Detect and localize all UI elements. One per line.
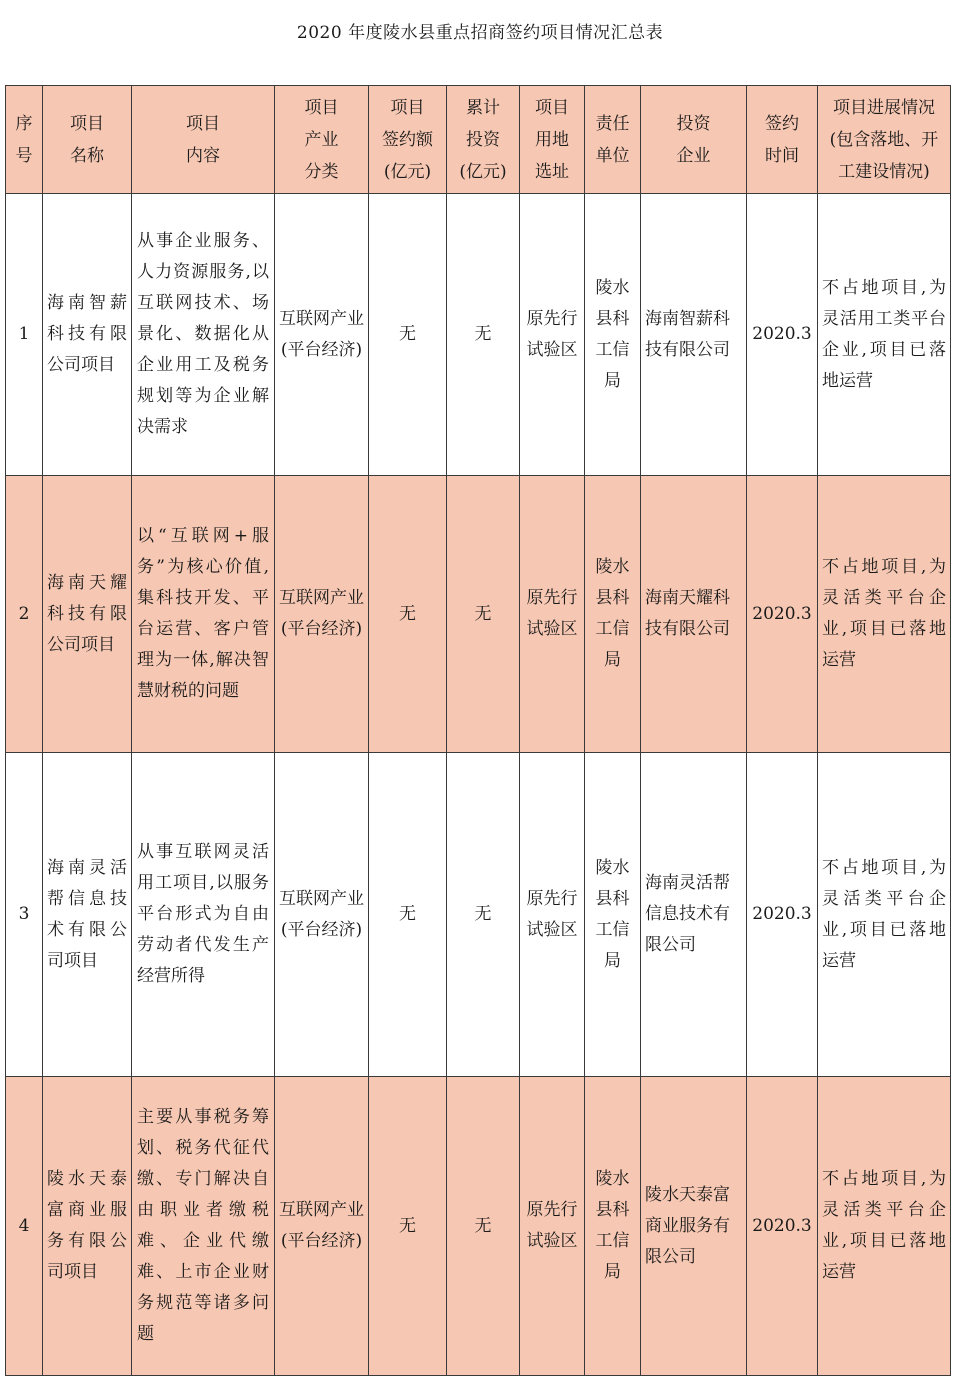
cell-company: 海南灵活帮信息技术有限公司 [641, 753, 747, 1077]
project-table [5, 85, 951, 1376]
table-row [6, 753, 951, 1077]
cell-investment: 无 [447, 194, 520, 476]
cell-content: 从事互联网灵活用工项目,以服务平台形式为自由劳动者代发生产经营所得 [132, 753, 275, 1077]
cell-unit: 陵水县科工信局 [585, 753, 641, 1077]
cell-progress: 不占地项目,为灵活类平台企业,项目已落地运营 [818, 476, 951, 753]
table-row [6, 194, 951, 476]
cell-no: 1 [6, 194, 43, 476]
cell-amount: 无 [369, 1077, 447, 1376]
header-amount: 项目 签约额 (亿元) [369, 86, 447, 194]
cell-date: 2020.3 [747, 753, 818, 1077]
cell-content: 以“互联网+服务”为核心价值,集科技开发、平台运营、客户管理为一体,解决智慧财税的问题 [132, 476, 275, 753]
cell-amount: 无 [369, 194, 447, 476]
cell-name: 海南天耀科技有限公司项目 [43, 476, 132, 753]
cell-progress: 不占地项目,为灵活类平台企业,项目已落地运营 [818, 753, 951, 1077]
header-investment: 累计 投资 (亿元) [447, 86, 520, 194]
cell-amount: 无 [369, 753, 447, 1077]
cell-company: 陵水天泰富商业服务有限公司 [641, 1077, 747, 1376]
cell-name: 海南智薪科技有限公司项目 [43, 194, 132, 476]
header-unit: 责任 单位 [585, 86, 641, 194]
table-row [6, 1077, 951, 1376]
header-date: 签约 时间 [747, 86, 818, 194]
cell-site: 原先行试验区 [520, 194, 585, 476]
cell-site: 原先行试验区 [520, 753, 585, 1077]
cell-name: 海南灵活帮信息技术有限公司项目 [43, 753, 132, 1077]
header-site: 项目 用地 选址 [520, 86, 585, 194]
table-row [6, 476, 951, 753]
header-no: 序 号 [6, 86, 43, 194]
cell-progress: 不占地项目,为灵活类平台企业,项目已落地运营 [818, 1077, 951, 1376]
header-content: 项目 内容 [132, 86, 275, 194]
cell-investment: 无 [447, 753, 520, 1077]
cell-investment: 无 [447, 476, 520, 753]
cell-content: 主要从事税务筹划、税务代征代缴、专门解决自由职业者缴税难、企业代缴难、上市企业财务规范等诸多问题 [132, 1077, 275, 1376]
header-row [6, 86, 951, 194]
cell-site: 原先行试验区 [520, 1077, 585, 1376]
cell-no: 4 [6, 1077, 43, 1376]
cell-company: 海南天耀科技有限公司 [641, 476, 747, 753]
cell-company: 海南智薪科技有限公司 [641, 194, 747, 476]
cell-unit: 陵水县科工信局 [585, 476, 641, 753]
header-name: 项目 名称 [43, 86, 132, 194]
cell-date: 2020.3 [747, 476, 818, 753]
cell-content: 从事企业服务、人力资源服务,以互联网技术、场景化、数据化从企业用工及税务规划等为企业解决需求 [132, 194, 275, 476]
cell-category: 互联网产业(平台经济) [275, 1077, 369, 1376]
cell-amount: 无 [369, 476, 447, 753]
cell-category: 互联网产业(平台经济) [275, 476, 369, 753]
header-category: 项目 产业 分类 [275, 86, 369, 194]
header-company: 投资 企业 [641, 86, 747, 194]
cell-category: 互联网产业(平台经济) [275, 194, 369, 476]
cell-category: 互联网产业(平台经济) [275, 753, 369, 1077]
cell-investment: 无 [447, 1077, 520, 1376]
cell-no: 2 [6, 476, 43, 753]
cell-site: 原先行试验区 [520, 476, 585, 753]
cell-progress: 不占地项目,为灵活用工类平台企业,项目已落地运营 [818, 194, 951, 476]
cell-unit: 陵水县科工信局 [585, 1077, 641, 1376]
cell-unit: 陵水县科工信局 [585, 194, 641, 476]
cell-date: 2020.3 [747, 1077, 818, 1376]
cell-no: 3 [6, 753, 43, 1077]
cell-name: 陵水天泰富商业服务有限公司项目 [43, 1077, 132, 1376]
page-title: 2020 年度陵水县重点招商签约项目情况汇总表 [296, 23, 664, 43]
header-progress: 项目进展情况 (包含落地、开 工建设情况) [818, 86, 951, 194]
cell-date: 2020.3 [747, 194, 818, 476]
